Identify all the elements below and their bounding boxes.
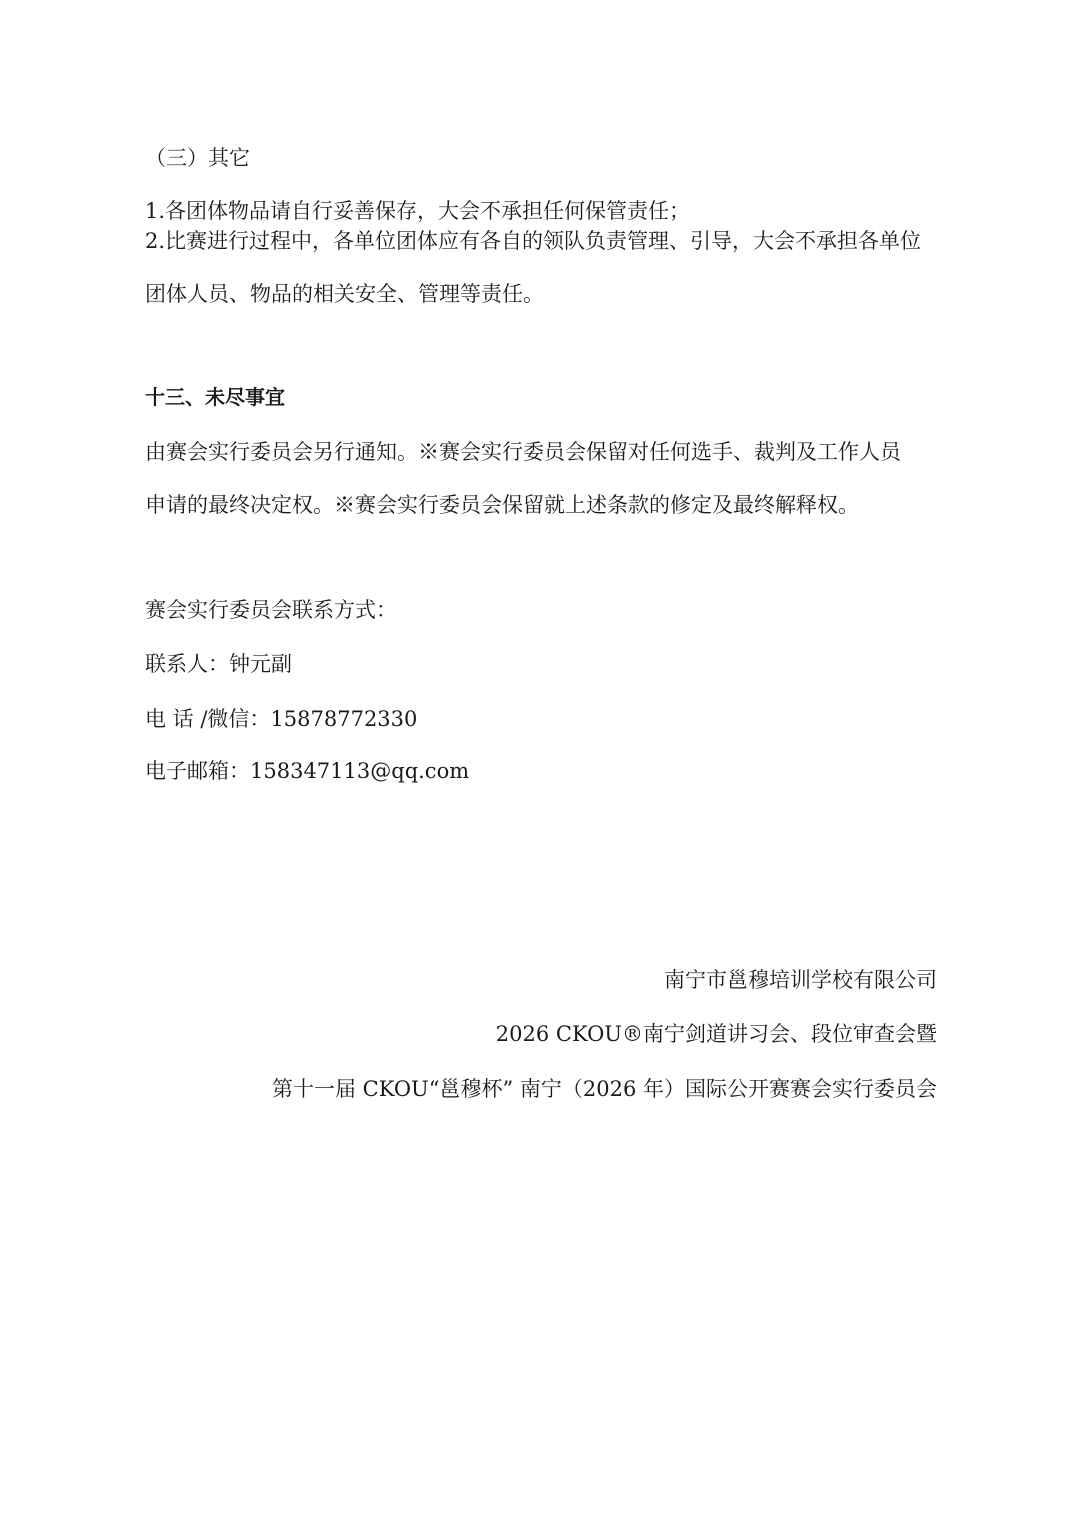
other-item-2-line-2: 团体人员、物品的相关安全、管理等责任。 <box>145 282 544 306</box>
other-item-1: 1.各团体物品请自行妥善保存，大会不承担任何保管责任； <box>145 199 691 223</box>
other-item-2-line-1: 2.比赛进行过程中，各单位团体应有各自的领队负责管理、引导，大会不承担各单位 <box>145 229 922 253</box>
section-other-title: （三）其它 <box>145 146 250 170</box>
contact-email: 电子邮箱：158347113@qq.com <box>145 759 470 783</box>
signature-line-2: 2026 CKOU®南宁剑道讲习会、段位审查会暨 <box>495 1022 937 1046</box>
section-13-paragraph-line-2: 申请的最终决定权。※赛会实行委员会保留就上述条款的修定及最终解释权。 <box>145 493 859 517</box>
section-13-paragraph-line-1: 由赛会实行委员会另行通知。※赛会实行委员会保留对任何选手、裁判及工作人员 <box>145 440 901 464</box>
contact-person: 联系人：钟元副 <box>145 652 292 676</box>
signature-line-3: 第十一届 CKOU“邕穆杯” 南宁（2026 年）国际公开赛赛会实行委员会 <box>271 1077 937 1101</box>
section-13-title: 十三、未尽事宜 <box>145 385 285 409</box>
contact-phone: 电 话 /微信：15878772330 <box>145 707 418 731</box>
signature-line-1: 南宁市邕穆培训学校有限公司 <box>664 968 937 992</box>
contact-heading: 赛会实行委员会联系方式： <box>145 598 397 622</box>
